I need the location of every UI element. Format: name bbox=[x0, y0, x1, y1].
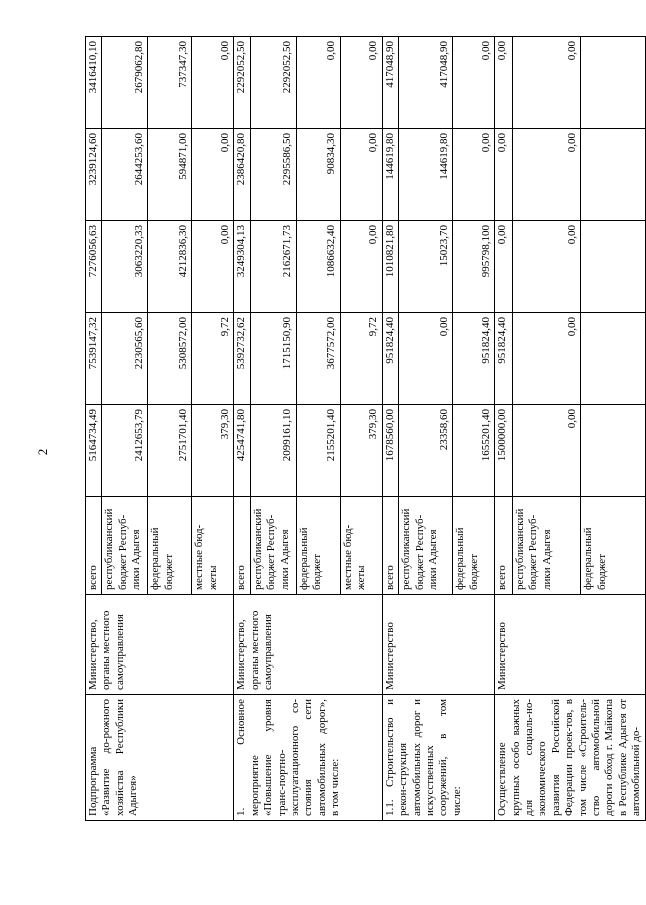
funding-source-cell: федеральный бюджет bbox=[453, 497, 495, 595]
amount-cell: 995798,100 bbox=[453, 221, 495, 313]
amount-cell: 379,30 bbox=[340, 405, 382, 497]
amount-cell: 1086632,40 bbox=[296, 221, 340, 313]
amount-cell: 2412653,79 bbox=[102, 405, 148, 497]
amount-cell: 417048,90 bbox=[382, 37, 398, 129]
amount-cell: 951824,40 bbox=[453, 313, 495, 405]
table-row bbox=[495, 37, 513, 821]
table-row bbox=[234, 37, 250, 821]
amount-cell: 2230565,60 bbox=[102, 313, 148, 405]
measure-name-cell: Осуществление крупных особо важных для социаль-но-экономического развития Российской Федерации проек-тов, в том числе «Строитель-ство автомобильной дороги обход г. Майкопа в Республике Адыгея от автомобильной до- bbox=[495, 695, 645, 821]
amount-cell: 1010821,80 bbox=[382, 221, 398, 313]
amount-cell: 0,00 bbox=[512, 313, 581, 405]
executor-cell: Министерство, органы местного самоуправления bbox=[234, 595, 382, 695]
measure-name-cell: 1. Основное мероприятие «Повышение уровня транс-портно-эксплуатационного со-стояния сети автомобильных дорог», в том числе: bbox=[234, 695, 382, 821]
amount-cell: 15023,70 bbox=[399, 221, 453, 313]
amount-cell: 1715150,90 bbox=[250, 313, 296, 405]
amount-cell: 951824,40 bbox=[382, 313, 398, 405]
funding-source-cell: федеральный бюджет bbox=[148, 497, 192, 595]
amount-cell: 0,00 bbox=[512, 405, 581, 497]
budget-table-body bbox=[86, 37, 646, 821]
amount-cell: 3416410,10 bbox=[86, 37, 102, 129]
funding-source-cell: республиканский бюджет Респуб-лики Адыгея bbox=[250, 497, 296, 595]
amount-cell: 594871,00 bbox=[148, 129, 192, 221]
executor-cell: Министерство bbox=[495, 595, 645, 695]
amount-cell bbox=[581, 405, 645, 497]
table-row bbox=[382, 37, 398, 821]
amount-cell: 379,30 bbox=[192, 405, 234, 497]
measure-name-cell: Подпрограмма «Развитие до-рожного хозяйства Республики Адыгея» bbox=[86, 695, 234, 821]
funding-source-cell: федеральный бюджет bbox=[296, 497, 340, 595]
amount-cell: 0,00 bbox=[512, 221, 581, 313]
amount-cell bbox=[581, 37, 645, 129]
executor-cell: Министерство, органы местного самоуправления bbox=[86, 595, 234, 695]
rotated-page-content bbox=[85, 37, 643, 821]
amount-cell: 23358,60 bbox=[399, 405, 453, 497]
amount-cell: 951824,40 bbox=[495, 313, 513, 405]
funding-source-cell: всего bbox=[86, 497, 102, 595]
amount-cell bbox=[581, 129, 645, 221]
amount-cell: 144619,80 bbox=[382, 129, 398, 221]
amount-cell: 0,00 bbox=[192, 221, 234, 313]
amount-cell: 9,72 bbox=[192, 313, 234, 405]
funding-source-cell: местные бюд-жеты bbox=[340, 497, 382, 595]
budget-table bbox=[85, 36, 646, 821]
amount-cell: 0,00 bbox=[340, 129, 382, 221]
amount-cell: 3239124,60 bbox=[86, 129, 102, 221]
amount-cell: 2292052,50 bbox=[234, 37, 250, 129]
amount-cell: 5164734,49 bbox=[86, 405, 102, 497]
measure-name-cell: 1.1. Строительство и рекон-струкция автомобильных дорог и искусственных сооружений, в том числе: bbox=[382, 695, 494, 821]
amount-cell: 737347,30 bbox=[148, 37, 192, 129]
amount-cell: 2751701,40 bbox=[148, 405, 192, 497]
amount-cell: 0,00 bbox=[453, 129, 495, 221]
amount-cell: 1655201,40 bbox=[453, 405, 495, 497]
amount-cell: 4212836,30 bbox=[148, 221, 192, 313]
amount-cell: 0,00 bbox=[340, 221, 382, 313]
amount-cell: 90834,30 bbox=[296, 129, 340, 221]
funding-source-cell: всего bbox=[495, 497, 513, 595]
amount-cell: 0,00 bbox=[296, 37, 340, 129]
amount-cell: 0,00 bbox=[495, 37, 513, 129]
amount-cell: 0,00 bbox=[512, 129, 581, 221]
page-number: 2 bbox=[35, 448, 50, 456]
amount-cell: 3063220,33 bbox=[102, 221, 148, 313]
amount-cell: 0,00 bbox=[512, 37, 581, 129]
amount-cell: 4254741,80 bbox=[234, 405, 250, 497]
funding-source-cell: республиканский бюджет Респуб-лики Адыгея bbox=[102, 497, 148, 595]
amount-cell: 2295586,50 bbox=[250, 129, 296, 221]
amount-cell: 0,00 bbox=[340, 37, 382, 129]
amount-cell: 7539147,32 bbox=[86, 313, 102, 405]
amount-cell: 3677572,00 bbox=[296, 313, 340, 405]
amount-cell bbox=[581, 313, 645, 405]
amount-cell: 7276056,63 bbox=[86, 221, 102, 313]
amount-cell: 0,00 bbox=[495, 221, 513, 313]
amount-cell: 2679062,80 bbox=[102, 37, 148, 129]
executor-cell: Министерство bbox=[382, 595, 494, 695]
amount-cell: 2099161,10 bbox=[250, 405, 296, 497]
amount-cell: 2162671,73 bbox=[250, 221, 296, 313]
amount-cell: 1678560,00 bbox=[382, 405, 398, 497]
amount-cell: 2386420,80 bbox=[234, 129, 250, 221]
table-row bbox=[86, 37, 102, 821]
amount-cell: 417048,90 bbox=[399, 37, 453, 129]
amount-cell: 1500000,00 bbox=[495, 405, 513, 497]
amount-cell: 2292052,50 bbox=[250, 37, 296, 129]
amount-cell: 3249304,13 bbox=[234, 221, 250, 313]
amount-cell: 0,00 bbox=[399, 313, 453, 405]
funding-source-cell: республиканский бюджет Респуб-лики Адыгея bbox=[399, 497, 453, 595]
amount-cell: 9,72 bbox=[340, 313, 382, 405]
amount-cell: 0,00 bbox=[192, 129, 234, 221]
amount-cell: 2155201,40 bbox=[296, 405, 340, 497]
funding-source-cell: всего bbox=[382, 497, 398, 595]
funding-source-cell: республиканский бюджет Респуб-лики Адыгея bbox=[512, 497, 581, 595]
amount-cell: 2644253,60 bbox=[102, 129, 148, 221]
funding-source-cell: федеральный бюджет bbox=[581, 497, 645, 595]
amount-cell: 0,00 bbox=[495, 129, 513, 221]
funding-source-cell: местные бюд-жеты bbox=[192, 497, 234, 595]
amount-cell: 5392732,62 bbox=[234, 313, 250, 405]
amount-cell bbox=[581, 221, 645, 313]
amount-cell: 0,00 bbox=[192, 37, 234, 129]
amount-cell: 0,00 bbox=[453, 37, 495, 129]
amount-cell: 5308572,00 bbox=[148, 313, 192, 405]
amount-cell: 144619,80 bbox=[399, 129, 453, 221]
funding-source-cell: всего bbox=[234, 497, 250, 595]
